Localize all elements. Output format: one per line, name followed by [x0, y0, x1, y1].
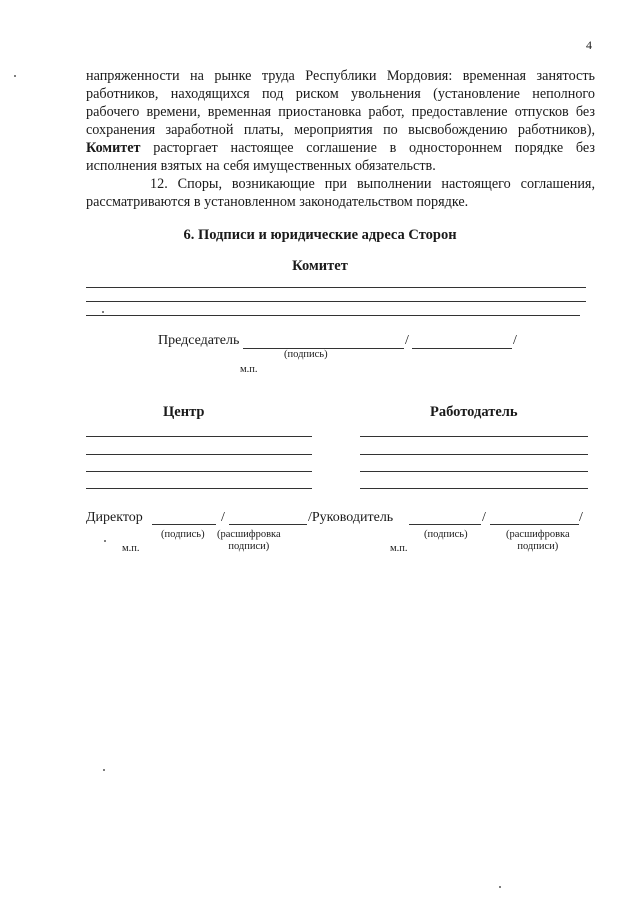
scan-speck [103, 769, 105, 771]
body-paragraph-2: 12. Споры, возникающие при выполнении настоящего соглашения, рассматриваются в установленном законодательством порядке. [86, 176, 595, 210]
manager-slash-2: / [579, 510, 583, 525]
director-seal-caption: м.п. [122, 543, 140, 554]
committee-address-line-1[interactable] [86, 287, 586, 288]
committee-address-line-3[interactable] [86, 315, 580, 316]
chairman-decoding-line[interactable] [412, 348, 512, 349]
scan-speck [499, 886, 501, 888]
committee-heading: Комитет [292, 258, 348, 274]
director-decoding-line[interactable] [229, 524, 307, 525]
paragraph-1-text: напряженности на рынке труда Республики Мордовия: временная занятость работников, находящихся под риском увольнения (установление неполного рабочего времени, временная приостановка работ, предоставление отпусков без сохранения заработной платы, мероприятия по высвобождению работников), [86, 68, 595, 138]
manager-decoding-caption [506, 529, 570, 553]
center-address-line-4[interactable] [86, 488, 312, 489]
scan-speck [14, 75, 16, 77]
chairman-signature-caption: (подпись) [284, 349, 328, 360]
director-decoding-caption-line-2: подписи) [228, 541, 270, 552]
committee-term: Комитет [86, 140, 141, 156]
employer-address-line-2[interactable] [360, 454, 588, 455]
manager-seal-caption: м.п. [390, 543, 408, 554]
scan-speck [104, 540, 106, 542]
director-signature-line[interactable] [152, 524, 216, 525]
director-decoding-caption [217, 529, 281, 553]
manager-label: /Руководитель [308, 510, 394, 525]
employer-heading: Работодатель [430, 404, 518, 420]
center-heading: Центр [163, 404, 205, 420]
center-address-line-3[interactable] [86, 471, 312, 472]
employer-address-line-1[interactable] [360, 436, 588, 437]
director-signature-caption: (подпись) [161, 529, 205, 540]
section-heading: 6. Подписи и юридические адреса Сторон [183, 227, 457, 243]
scan-speck [102, 311, 104, 313]
manager-signature-line[interactable] [409, 524, 481, 525]
manager-decoding-line[interactable] [490, 524, 579, 525]
employer-address-line-3[interactable] [360, 471, 588, 472]
director-label: Директор [86, 510, 143, 525]
committee-address-line-2[interactable] [86, 301, 586, 302]
manager-decoding-caption-line-1: (расшифровка [506, 529, 570, 540]
body-paragraph-1 [86, 67, 595, 175]
manager-signature-caption: (подпись) [424, 529, 468, 540]
chairman-slash-1: / [405, 333, 409, 348]
center-address-line-2[interactable] [86, 454, 312, 455]
center-address-line-1[interactable] [86, 436, 312, 437]
paragraph-1-continuation: расторгает настоящее соглашение в одностороннем порядке без исполнения взятых на себя имущественных обязательств. [86, 140, 595, 174]
page-number: 4 [586, 38, 592, 52]
director-slash: / [221, 510, 225, 525]
employer-address-line-4[interactable] [360, 488, 588, 489]
chairman-slash-2: / [513, 333, 517, 348]
chairman-seal-caption: м.п. [240, 364, 258, 375]
manager-slash-1: / [482, 510, 486, 525]
director-decoding-caption-line-1: (расшифровка [217, 529, 281, 540]
chairman-label: Председатель [158, 333, 240, 348]
manager-decoding-caption-line-2: подписи) [517, 541, 559, 552]
